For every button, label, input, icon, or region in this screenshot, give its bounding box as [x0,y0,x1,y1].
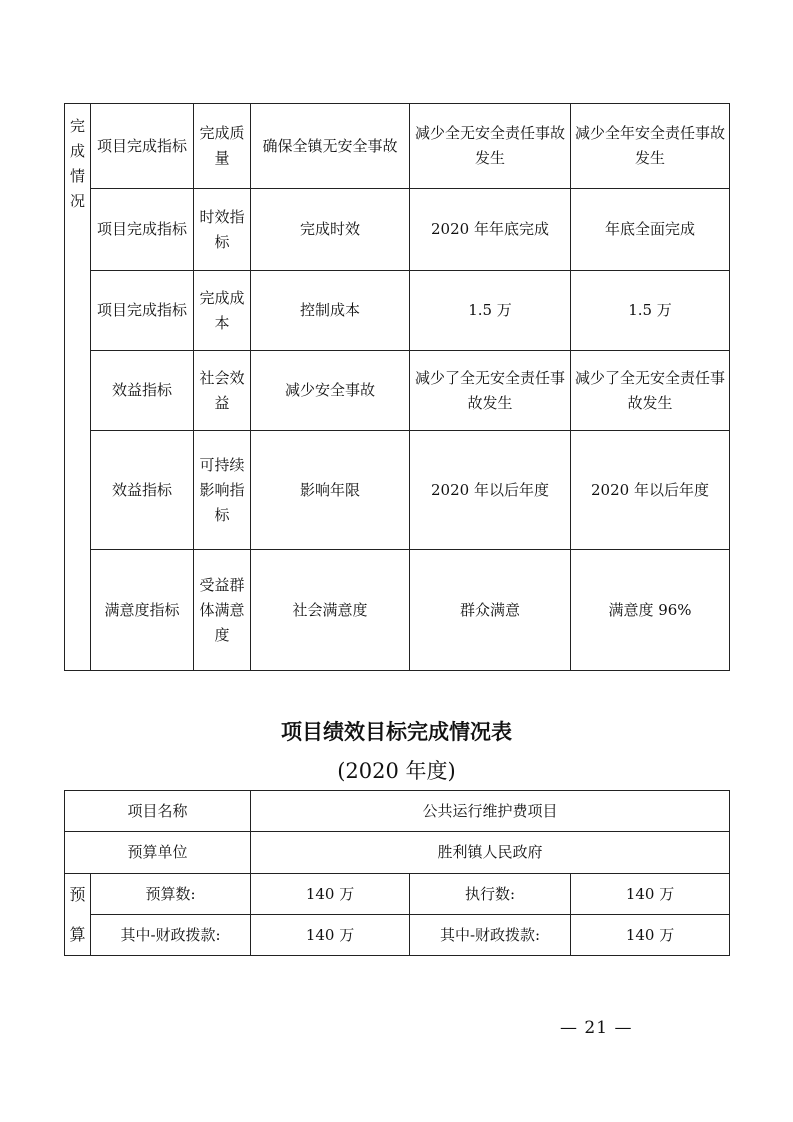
budget-amount-value: 140 万 [251,874,410,915]
indicator-cell: 项目完成指标 [91,104,194,189]
budget-unit-label: 预算单位 [65,832,251,874]
table-row [65,791,730,832]
project-name-label: 项目名称 [65,791,251,832]
budget-amount-label: 预算数: [91,874,251,915]
sub-indicator-cell: 时效指标 [194,189,251,271]
table-row [65,550,730,671]
completion-status-label: 完 成 情 况 [65,104,91,671]
actual-cell: 减少全年安全责任事故发生 [571,104,730,189]
performance-detail-table [64,103,730,671]
target-cell: 群众满意 [410,550,571,671]
table-row [65,271,730,351]
content-cell: 完成时效 [251,189,410,271]
table-row [65,431,730,550]
fiscal-allocation-value: 140 万 [251,915,410,956]
sub-indicator-cell: 完成成本 [194,271,251,351]
fiscal-allocation-exec-label: 其中-财政拨款: [410,915,571,956]
target-cell: 减少了全无安全责任事故发生 [410,351,571,431]
table-title: 项目绩效目标完成情况表 [281,720,512,744]
table-row [65,104,730,189]
sub-indicator-cell: 受益群体满意度 [194,550,251,671]
actual-cell: 2020 年以后年度 [571,431,730,550]
sub-indicator-cell: 完成质量 [194,104,251,189]
sub-indicator-cell: 社会效益 [194,351,251,431]
sub-indicator-cell: 可持续影响指标 [194,431,251,550]
table-subtitle: (2020 年度) [337,759,456,783]
table-row [65,351,730,431]
table-row [65,189,730,271]
actual-cell: 减少了全无安全责任事故发生 [571,351,730,431]
indicator-cell: 项目完成指标 [91,189,194,271]
fiscal-allocation-label: 其中-财政拨款: [91,915,251,956]
table-row [65,832,730,874]
content-cell: 控制成本 [251,271,410,351]
content-cell: 社会满意度 [251,550,410,671]
content-cell: 影响年限 [251,431,410,550]
actual-cell: 满意度 96% [571,550,730,671]
execution-amount-label: 执行数: [410,874,571,915]
indicator-cell: 项目完成指标 [91,271,194,351]
budget-side-label: 预 算 [65,874,91,956]
project-summary-table [64,790,730,956]
page-number: — 21 — [560,1018,633,1038]
indicator-cell: 效益指标 [91,431,194,550]
target-cell: 2020 年年底完成 [410,189,571,271]
actual-cell: 1.5 万 [571,271,730,351]
table-row [65,915,730,956]
execution-amount-value: 140 万 [571,874,730,915]
budget-unit-value: 胜利镇人民政府 [251,832,730,874]
project-name-value: 公共运行维护费项目 [251,791,730,832]
content-cell: 减少安全事故 [251,351,410,431]
fiscal-allocation-exec-value: 140 万 [571,915,730,956]
indicator-cell: 满意度指标 [91,550,194,671]
target-cell: 减少全无安全责任事故发生 [410,104,571,189]
table-row [65,874,730,915]
indicator-cell: 效益指标 [91,351,194,431]
actual-cell: 年底全面完成 [571,189,730,271]
content-cell: 确保全镇无安全事故 [251,104,410,189]
target-cell: 1.5 万 [410,271,571,351]
target-cell: 2020 年以后年度 [410,431,571,550]
